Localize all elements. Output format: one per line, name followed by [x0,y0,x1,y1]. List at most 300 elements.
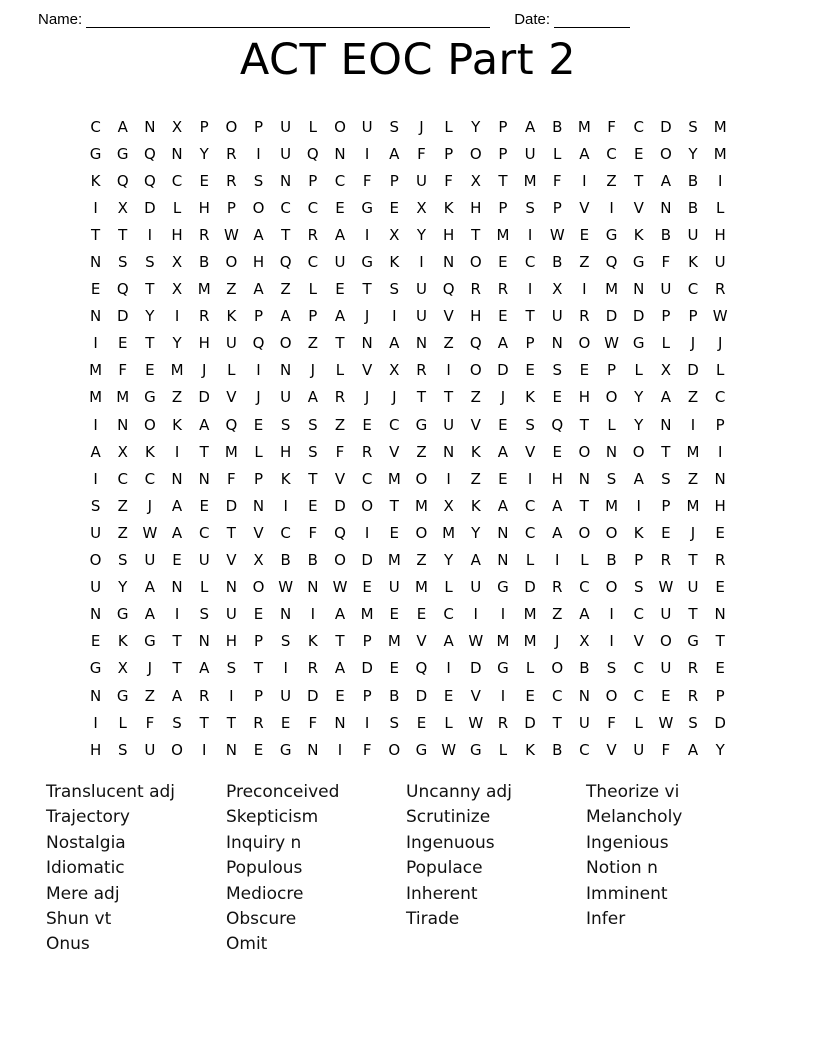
grid-cell[interactable]: E [416,605,427,624]
grid-cell[interactable]: P [498,198,508,217]
grid-cell[interactable]: I [446,659,451,678]
grid-cell[interactable]: J [147,496,153,515]
grid-cell[interactable]: T [145,280,155,299]
grid-cell[interactable]: Y [471,117,481,136]
grid-cell[interactable]: X [171,280,183,299]
grid-cell[interactable]: T [498,171,508,190]
grid-cell[interactable]: C [714,388,726,407]
grid-cell[interactable]: L [525,659,535,678]
grid-cell[interactable]: Y [118,578,128,597]
grid-cell[interactable]: F [607,117,616,136]
grid-cell[interactable]: Y [199,144,209,163]
grid-cell[interactable]: V [579,198,590,217]
grid-cell[interactable]: I [609,605,614,624]
grid-cell[interactable]: N [578,469,590,488]
grid-cell[interactable]: P [715,415,725,434]
grid-cell[interactable]: X [389,361,400,380]
grid-cell[interactable]: K [144,442,155,461]
grid-cell[interactable]: G [469,740,482,759]
grid-cell[interactable]: K [688,253,698,272]
grid-cell[interactable]: R [226,144,237,163]
grid-cell[interactable]: Q [334,523,346,542]
grid-cell[interactable]: E [253,415,264,434]
grid-cell[interactable]: A [524,117,536,136]
grid-cell[interactable]: E [552,442,562,461]
grid-cell[interactable]: M [496,632,510,651]
grid-cell[interactable]: X [117,442,128,461]
grid-cell[interactable]: L [607,415,616,434]
grid-cell[interactable]: Z [552,605,563,624]
grid-cell[interactable]: M [577,117,591,136]
grid-cell[interactable]: A [389,334,400,353]
grid-cell[interactable]: M [523,605,537,624]
grid-cell[interactable]: O [578,334,591,353]
grid-cell[interactable]: U [714,253,726,272]
grid-cell[interactable]: M [387,632,401,651]
grid-cell[interactable]: T [471,225,481,244]
grid-cell[interactable]: T [688,551,698,570]
grid-cell[interactable]: I [582,171,587,190]
grid-cell[interactable]: H [470,198,482,217]
grid-cell[interactable]: O [469,361,482,380]
grid-cell[interactable]: G [89,144,102,163]
word-list-item[interactable]: Populace [406,858,483,879]
grid-cell[interactable]: B [199,253,210,272]
grid-cell[interactable]: I [582,280,587,299]
grid-cell[interactable]: I [93,334,98,353]
grid-cell[interactable]: C [280,198,291,217]
grid-cell[interactable]: P [253,469,264,488]
grid-cell[interactable]: M [197,280,211,299]
grid-cell[interactable]: C [171,171,183,190]
grid-cell[interactable]: A [552,496,563,515]
grid-cell[interactable]: V [633,632,644,651]
grid-cell[interactable]: I [174,307,180,326]
grid-cell[interactable]: B [687,198,699,217]
grid-cell[interactable]: T [226,523,236,542]
grid-cell[interactable]: I [147,225,153,244]
word-list-item[interactable]: Scrutinize [406,807,491,828]
grid-cell[interactable]: P [362,686,372,705]
grid-cell[interactable]: S [661,469,671,488]
grid-cell[interactable]: P [498,117,508,136]
grid-cell[interactable]: V [362,361,373,380]
grid-cell[interactable]: U [280,117,292,136]
grid-cell[interactable]: I [364,523,370,542]
grid-cell[interactable]: E [633,144,644,163]
grid-cell[interactable]: O [225,117,238,136]
grid-cell[interactable]: F [417,144,426,163]
grid-cell[interactable]: A [334,307,346,326]
grid-cell[interactable]: G [632,334,645,353]
grid-cell[interactable]: G [497,578,509,597]
grid-cell[interactable]: S [606,659,617,678]
grid-cell[interactable]: G [116,686,129,705]
grid-cell[interactable]: E [199,496,209,515]
grid-cell[interactable]: O [252,578,265,597]
grid-cell[interactable]: C [579,578,590,597]
grid-cell[interactable]: K [90,171,101,190]
grid-cell[interactable]: K [633,225,644,244]
grid-cell[interactable]: Y [634,388,644,407]
grid-cell[interactable]: V [226,551,237,570]
grid-cell[interactable]: N [198,632,210,651]
grid-cell[interactable]: U [660,280,672,299]
grid-cell[interactable]: S [253,171,264,190]
grid-cell[interactable]: A [144,578,156,597]
grid-cell[interactable]: R [416,361,427,380]
grid-cell[interactable]: T [444,388,454,407]
grid-cell[interactable]: N [714,605,726,624]
word-list-item[interactable]: Inherent [406,883,478,904]
word-list-item[interactable]: Mediocre [226,883,304,904]
grid-cell[interactable]: T [335,632,345,651]
grid-cell[interactable]: K [443,198,454,217]
grid-cell[interactable]: A [334,605,346,624]
grid-cell[interactable]: I [337,740,343,759]
grid-cell[interactable]: Z [144,686,156,705]
grid-cell[interactable]: F [552,171,562,190]
grid-cell[interactable]: Y [634,415,644,434]
grid-cell[interactable]: Z [117,496,128,515]
grid-cell[interactable]: S [199,605,209,624]
grid-cell[interactable]: R [226,171,237,190]
grid-cell[interactable]: Q [469,334,482,353]
grid-cell[interactable]: K [525,388,535,407]
grid-cell[interactable]: P [362,632,372,651]
grid-cell[interactable]: A [579,605,590,624]
grid-cell[interactable]: O [605,388,618,407]
grid-cell[interactable]: C [361,469,373,488]
grid-cell[interactable]: C [117,469,128,488]
grid-cell[interactable]: Q [252,334,265,353]
grid-cell[interactable]: D [632,307,645,326]
grid-cell[interactable]: G [116,144,129,163]
grid-cell[interactable]: F [661,740,671,759]
grid-cell[interactable]: E [715,659,725,678]
grid-cell[interactable]: X [552,280,563,299]
grid-cell[interactable]: O [415,523,428,542]
grid-cell[interactable]: P [552,198,562,217]
grid-cell[interactable]: O [225,253,238,272]
grid-cell[interactable]: P [253,686,264,705]
grid-cell[interactable]: N [280,361,292,380]
grid-cell[interactable]: M [605,280,619,299]
grid-cell[interactable]: S [633,578,644,597]
grid-cell[interactable]: E [335,198,345,217]
grid-cell[interactable]: T [90,225,101,244]
grid-cell[interactable]: T [634,171,644,190]
grid-cell[interactable]: C [633,117,644,136]
grid-cell[interactable]: Z [470,469,481,488]
grid-cell[interactable]: L [634,713,643,732]
word-list-item[interactable]: Omit [226,934,268,955]
grid-cell[interactable]: E [389,605,400,624]
grid-cell[interactable]: U [198,551,210,570]
grid-cell[interactable]: S [308,442,318,461]
grid-cell[interactable]: E [90,632,101,651]
grid-cell[interactable]: E [525,686,535,705]
grid-cell[interactable]: J [717,334,723,353]
grid-cell[interactable]: K [470,442,481,461]
grid-cell[interactable]: F [444,171,453,190]
grid-cell[interactable]: Y [715,740,725,759]
grid-cell[interactable]: G [89,659,102,678]
grid-cell[interactable]: A [579,144,590,163]
grid-cell[interactable]: P [661,307,671,326]
grid-cell[interactable]: P [308,171,318,190]
grid-cell[interactable]: T [362,280,372,299]
grid-cell[interactable]: G [144,388,156,407]
grid-cell[interactable]: A [389,144,400,163]
grid-cell[interactable]: R [307,225,319,244]
grid-cell[interactable]: J [392,388,397,407]
grid-cell[interactable]: C [307,253,319,272]
grid-cell[interactable]: Q [116,171,129,190]
grid-cell[interactable]: O [469,144,482,163]
grid-cell[interactable]: X [253,551,264,570]
grid-cell[interactable]: V [633,198,644,217]
grid-cell[interactable]: V [253,523,264,542]
grid-cell[interactable]: O [551,659,564,678]
grid-cell[interactable]: I [609,198,614,217]
grid-cell[interactable]: X [579,632,590,651]
grid-cell[interactable]: Y [145,307,155,326]
grid-cell[interactable]: Z [416,551,427,570]
grid-cell[interactable]: Y [688,144,698,163]
grid-cell[interactable]: A [280,307,291,326]
grid-cell[interactable]: A [497,496,509,515]
word-list-item[interactable]: Shun vt [46,909,112,930]
grid-cell[interactable]: A [660,171,671,190]
grid-cell[interactable]: P [389,171,399,190]
grid-cell[interactable]: R [253,713,264,732]
grid-cell[interactable]: G [632,253,645,272]
grid-cell[interactable]: L [308,117,317,136]
grid-cell[interactable]: C [198,523,210,542]
grid-cell[interactable]: E [498,253,508,272]
grid-cell[interactable]: G [605,225,618,244]
grid-cell[interactable]: S [90,496,101,515]
grid-cell[interactable]: F [145,713,155,732]
grid-cell[interactable]: M [387,551,401,570]
grid-cell[interactable]: W [712,307,728,326]
grid-cell[interactable]: O [469,253,482,272]
grid-cell[interactable]: N [89,686,102,705]
grid-cell[interactable]: Z [307,334,318,353]
grid-cell[interactable]: X [171,117,183,136]
word-list-item[interactable]: Ingenious [586,832,669,853]
grid-cell[interactable]: P [607,361,617,380]
grid-cell[interactable]: U [225,334,237,353]
grid-cell[interactable]: A [470,551,481,570]
grid-cell[interactable]: L [172,198,182,217]
grid-cell[interactable]: I [527,469,533,488]
grid-cell[interactable]: T [525,307,535,326]
word-list-item[interactable]: Tirade [406,909,460,930]
grid-cell[interactable]: D [198,388,210,407]
grid-cell[interactable]: E [416,713,427,732]
grid-cell[interactable]: C [606,144,617,163]
grid-cell[interactable]: D [524,713,536,732]
grid-cell[interactable]: V [606,740,617,759]
grid-cell[interactable]: O [605,686,618,705]
grid-cell[interactable]: A [144,605,156,624]
grid-cell[interactable]: X [389,225,400,244]
grid-cell[interactable]: X [660,361,671,380]
grid-cell[interactable]: G [361,253,373,272]
grid-cell[interactable]: H [714,496,726,515]
grid-cell[interactable]: K [226,307,237,326]
grid-cell[interactable]: C [551,686,563,705]
grid-cell[interactable]: E [362,415,372,434]
word-list-item[interactable]: Notion n [586,858,658,879]
grid-cell[interactable]: I [717,171,723,190]
grid-cell[interactable]: X [470,171,481,190]
grid-cell[interactable]: J [690,523,696,542]
grid-cell[interactable]: U [633,740,645,759]
grid-cell[interactable]: A [660,388,671,407]
grid-cell[interactable]: D [307,686,319,705]
grid-cell[interactable]: W [468,713,484,732]
word-list-item[interactable]: Infer [586,909,626,930]
grid-cell[interactable]: C [443,605,454,624]
grid-cell[interactable]: U [90,578,102,597]
grid-cell[interactable]: U [334,253,346,272]
grid-cell[interactable]: S [280,632,291,651]
grid-cell[interactable]: P [525,334,535,353]
grid-cell[interactable]: S [688,713,698,732]
grid-cell[interactable]: L [498,740,508,759]
grid-cell[interactable]: Q [279,253,292,272]
grid-cell[interactable]: M [89,361,103,380]
grid-cell[interactable]: K [525,740,535,759]
grid-cell[interactable]: O [388,740,401,759]
grid-cell[interactable]: G [415,415,428,434]
grid-cell[interactable]: O [334,551,346,570]
grid-cell[interactable]: O [143,415,156,434]
grid-cell[interactable]: X [443,496,454,515]
grid-cell[interactable]: D [116,307,129,326]
grid-cell[interactable]: N [225,578,237,597]
grid-cell[interactable]: M [713,144,727,163]
grid-cell[interactable]: C [307,198,319,217]
grid-cell[interactable]: C [524,523,536,542]
grid-cell[interactable]: F [661,253,671,272]
grid-cell[interactable]: W [142,523,158,542]
word-list-item[interactable]: Imminent [586,883,668,904]
grid-cell[interactable]: W [658,713,674,732]
grid-cell[interactable]: J [364,388,370,407]
grid-cell[interactable]: O [632,442,645,461]
grid-cell[interactable]: L [200,578,209,597]
grid-cell[interactable]: M [442,523,456,542]
grid-cell[interactable]: H [198,334,210,353]
grid-cell[interactable]: R [198,686,210,705]
grid-cell[interactable]: V [226,388,237,407]
grid-cell[interactable]: I [473,605,478,624]
grid-cell[interactable]: A [633,469,644,488]
word-list-item[interactable]: Ingenuous [406,832,495,853]
grid-cell[interactable]: E [362,578,372,597]
grid-cell[interactable]: F [607,713,616,732]
grid-cell[interactable]: W [549,225,565,244]
grid-cell[interactable]: D [687,361,699,380]
grid-cell[interactable]: E [280,713,291,732]
grid-cell[interactable]: R [687,659,699,678]
grid-cell[interactable]: E [389,523,400,542]
grid-cell[interactable]: G [687,632,699,651]
grid-cell[interactable]: B [579,659,590,678]
grid-cell[interactable]: Q [143,144,156,163]
grid-cell[interactable]: K [117,632,128,651]
grid-cell[interactable]: N [280,605,292,624]
grid-cell[interactable]: U [687,578,699,597]
grid-cell[interactable]: L [308,280,317,299]
grid-cell[interactable]: A [497,442,509,461]
grid-cell[interactable]: D [524,578,536,597]
grid-cell[interactable]: T [308,469,318,488]
grid-cell[interactable]: W [223,225,239,244]
grid-cell[interactable]: J [147,659,153,678]
grid-cell[interactable]: P [308,307,318,326]
grid-cell[interactable]: P [226,198,236,217]
grid-cell[interactable]: Q [415,659,428,678]
grid-cell[interactable]: E [308,496,318,515]
grid-cell[interactable]: A [334,225,346,244]
grid-cell[interactable]: Z [280,280,291,299]
grid-cell[interactable]: X [416,198,427,217]
grid-cell[interactable]: B [552,253,563,272]
grid-cell[interactable]: K [172,415,182,434]
grid-cell[interactable]: I [636,496,641,515]
grid-cell[interactable]: C [687,280,699,299]
grid-cell[interactable]: G [279,740,292,759]
grid-cell[interactable]: V [389,442,400,461]
grid-cell[interactable]: A [253,280,264,299]
grid-cell[interactable]: S [172,713,182,732]
grid-cell[interactable]: D [334,496,346,515]
grid-cell[interactable]: R [497,713,509,732]
grid-cell[interactable]: B [687,171,699,190]
grid-cell[interactable]: A [334,659,346,678]
grid-cell[interactable]: W [604,334,619,353]
grid-cell[interactable]: M [713,117,727,136]
grid-cell[interactable]: A [687,740,699,759]
grid-cell[interactable]: E [172,551,182,570]
word-list-item[interactable]: Translucent adj [46,782,176,802]
grid-cell[interactable]: P [444,144,454,163]
grid-cell[interactable]: B [606,551,617,570]
grid-cell[interactable]: O [334,117,346,136]
grid-cell[interactable]: W [468,632,484,651]
grid-cell[interactable]: I [527,225,533,244]
grid-cell[interactable]: U [660,659,672,678]
word-list-item[interactable]: Preconceived [226,782,340,802]
grid-cell[interactable]: F [335,442,345,461]
grid-cell[interactable]: U [280,686,292,705]
grid-cell[interactable]: N [307,578,319,597]
grid-cell[interactable]: P [253,307,264,326]
grid-cell[interactable]: M [360,605,374,624]
grid-cell[interactable]: N [117,415,129,434]
word-list-item[interactable]: Trajectory [46,807,130,828]
grid-cell[interactable]: T [416,388,427,407]
grid-cell[interactable]: L [444,713,453,732]
grid-cell[interactable]: M [605,496,619,515]
grid-cell[interactable]: C [633,659,644,678]
grid-cell[interactable]: O [361,496,374,515]
